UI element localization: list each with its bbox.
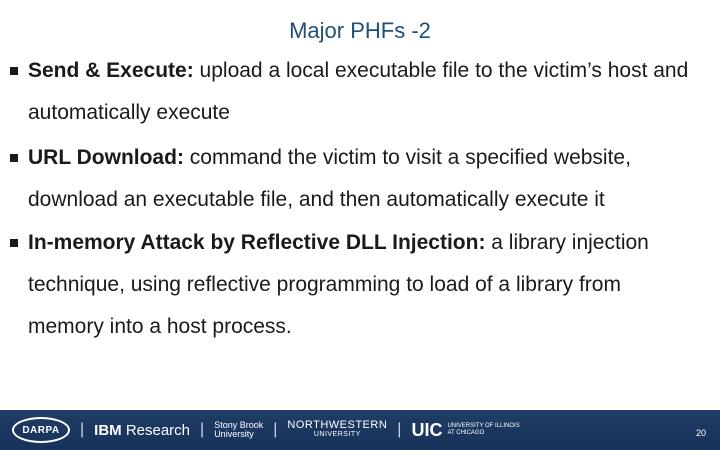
logo-separator: | <box>273 421 278 438</box>
bullet-text: command the victim to visit a specified website, download an executable file, and then automatically execute it <box>28 146 631 211</box>
page-number: 20 <box>695 428 706 438</box>
stony-brook-line2: University <box>214 429 254 439</box>
ibm-research-text: Research <box>121 421 191 439</box>
bullet-text: a library injection technique, using reflective programming to load of a library from memory into a host process. <box>28 231 649 338</box>
bullet-item-reflective-dll <box>28 222 698 348</box>
northwestern-line2: UNIVERSITY <box>313 431 361 438</box>
northwestern-line1: NORTHWESTERN <box>287 419 388 431</box>
darpa-logo: DARPA <box>12 417 70 443</box>
bullet-text: upload a local executable file to the victim’s host and automatically execute <box>28 59 689 124</box>
logo-separator: | <box>200 421 205 438</box>
square-bullet-icon <box>10 67 18 75</box>
northwestern-logo <box>287 420 387 440</box>
bullet-item-url-download <box>28 137 698 221</box>
ibm-brand-text: IBM <box>94 421 122 439</box>
square-bullet-icon <box>10 239 18 247</box>
ibm-research-logo <box>94 422 190 439</box>
stony-brook-line1: Stony Brook <box>214 420 264 430</box>
bullet-term: Send & Execute: <box>28 59 194 82</box>
uic-subtitle-line2: AT CHICAGO <box>447 430 485 436</box>
footer-logo-bar <box>0 410 720 450</box>
logo-separator: | <box>397 421 402 438</box>
uic-wordmark: UIC <box>411 419 443 440</box>
bullet-term: In-memory Attack by Reflective DLL Injection: <box>28 231 486 254</box>
stony-brook-logo <box>214 421 263 439</box>
square-bullet-icon <box>10 154 18 162</box>
bullet-item-send-execute <box>28 50 698 134</box>
slide-title: Major PHFs -2 <box>289 18 431 43</box>
uic-logo <box>411 420 519 441</box>
uic-subtitle-line1: UNIVERSITY OF ILLINOIS <box>447 423 520 429</box>
logo-separator: | <box>80 421 85 438</box>
uic-subtitle <box>447 423 519 437</box>
bullet-term: URL Download: <box>28 146 184 169</box>
